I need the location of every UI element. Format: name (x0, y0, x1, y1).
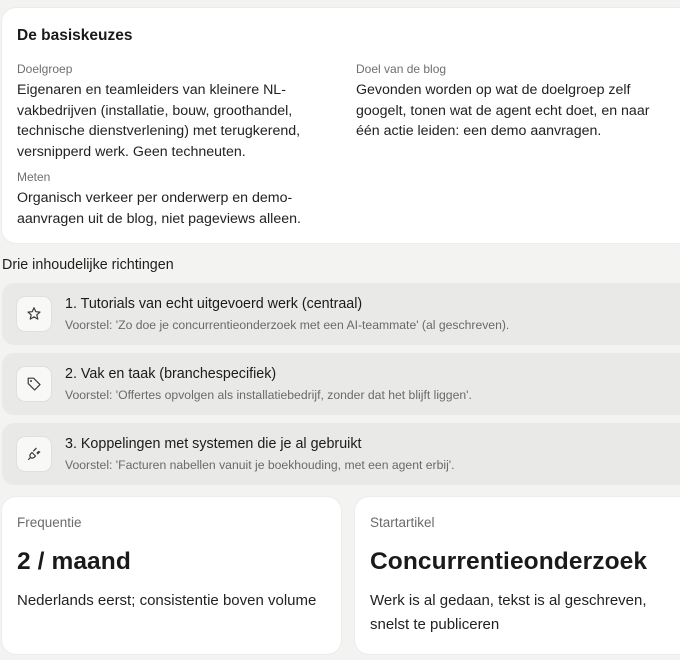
direction-item-trade[interactable] (2, 353, 680, 415)
direction-heading: 2. Vak en taak (branchespecifiek) (65, 366, 277, 382)
frequency-label: Frequentie (17, 515, 82, 530)
direction-suggestion: Voorstel: 'Facturen nabellen vanuit je boekhouding, met een agent erbij'. (65, 458, 455, 472)
direction-heading: 3. Koppelingen met systemen die je al gebruikt (65, 436, 362, 452)
basics-title: De basiskeuzes (17, 27, 133, 44)
frequency-description: Nederlands eerst; consistentie boven volume (17, 592, 317, 609)
blog-goal-label: Doel van de blog (356, 62, 447, 76)
target-audience-block (17, 62, 337, 162)
direction-suggestion: Voorstel: 'Zo doe je concurrentieonderzoek met een AI-teammate' (al geschreven). (65, 318, 510, 332)
start-article-value: Concurrentieonderzoek (370, 548, 648, 575)
measure-block (17, 170, 337, 229)
star-icon (17, 297, 51, 331)
blog-goal-block (356, 62, 676, 142)
direction-heading: 1. Tutorials van echt uitgevoerd werk (centraal) (65, 296, 363, 312)
directions-title: Drie inhoudelijke richtingen (2, 257, 174, 273)
target-audience-label: Doelgroep (17, 62, 73, 76)
start-article-description: Werk is al gedaan, tekst is al geschreven, snelst te publiceren (370, 592, 647, 633)
tag-icon (17, 367, 51, 401)
direction-item-tutorials[interactable] (2, 283, 680, 345)
start-article-card (355, 497, 680, 654)
direction-suggestion: Voorstel: 'Offertes opvolgen als installatiebedrijf, zonder dat het blijft liggen'. (65, 388, 472, 402)
target-audience-text: Eigenaren en teamleiders van kleinere NL-vakbedrijven (installatie, bouw, groothandel, technische dienstverlening) met terugkerend, versnipperd werk. Geen techneuten. (17, 82, 301, 160)
frequency-card (2, 497, 341, 654)
blog-goal-text: Gevonden worden op wat de doelgroep zelf googelt, tonen wat de agent echt doet, en naar één actie leiden: een demo aanvragen. (356, 82, 650, 139)
measure-text: Organisch verkeer per onderwerp en demo-aanvragen uit de blog, niet pageviews alleen. (17, 190, 301, 227)
start-article-label: Startartikel (370, 515, 435, 530)
direction-item-integrations[interactable] (2, 423, 680, 485)
basics-card (2, 8, 680, 243)
plug-icon (17, 437, 51, 471)
measure-label: Meten (17, 170, 51, 184)
frequency-value: 2 / maand (17, 548, 131, 575)
